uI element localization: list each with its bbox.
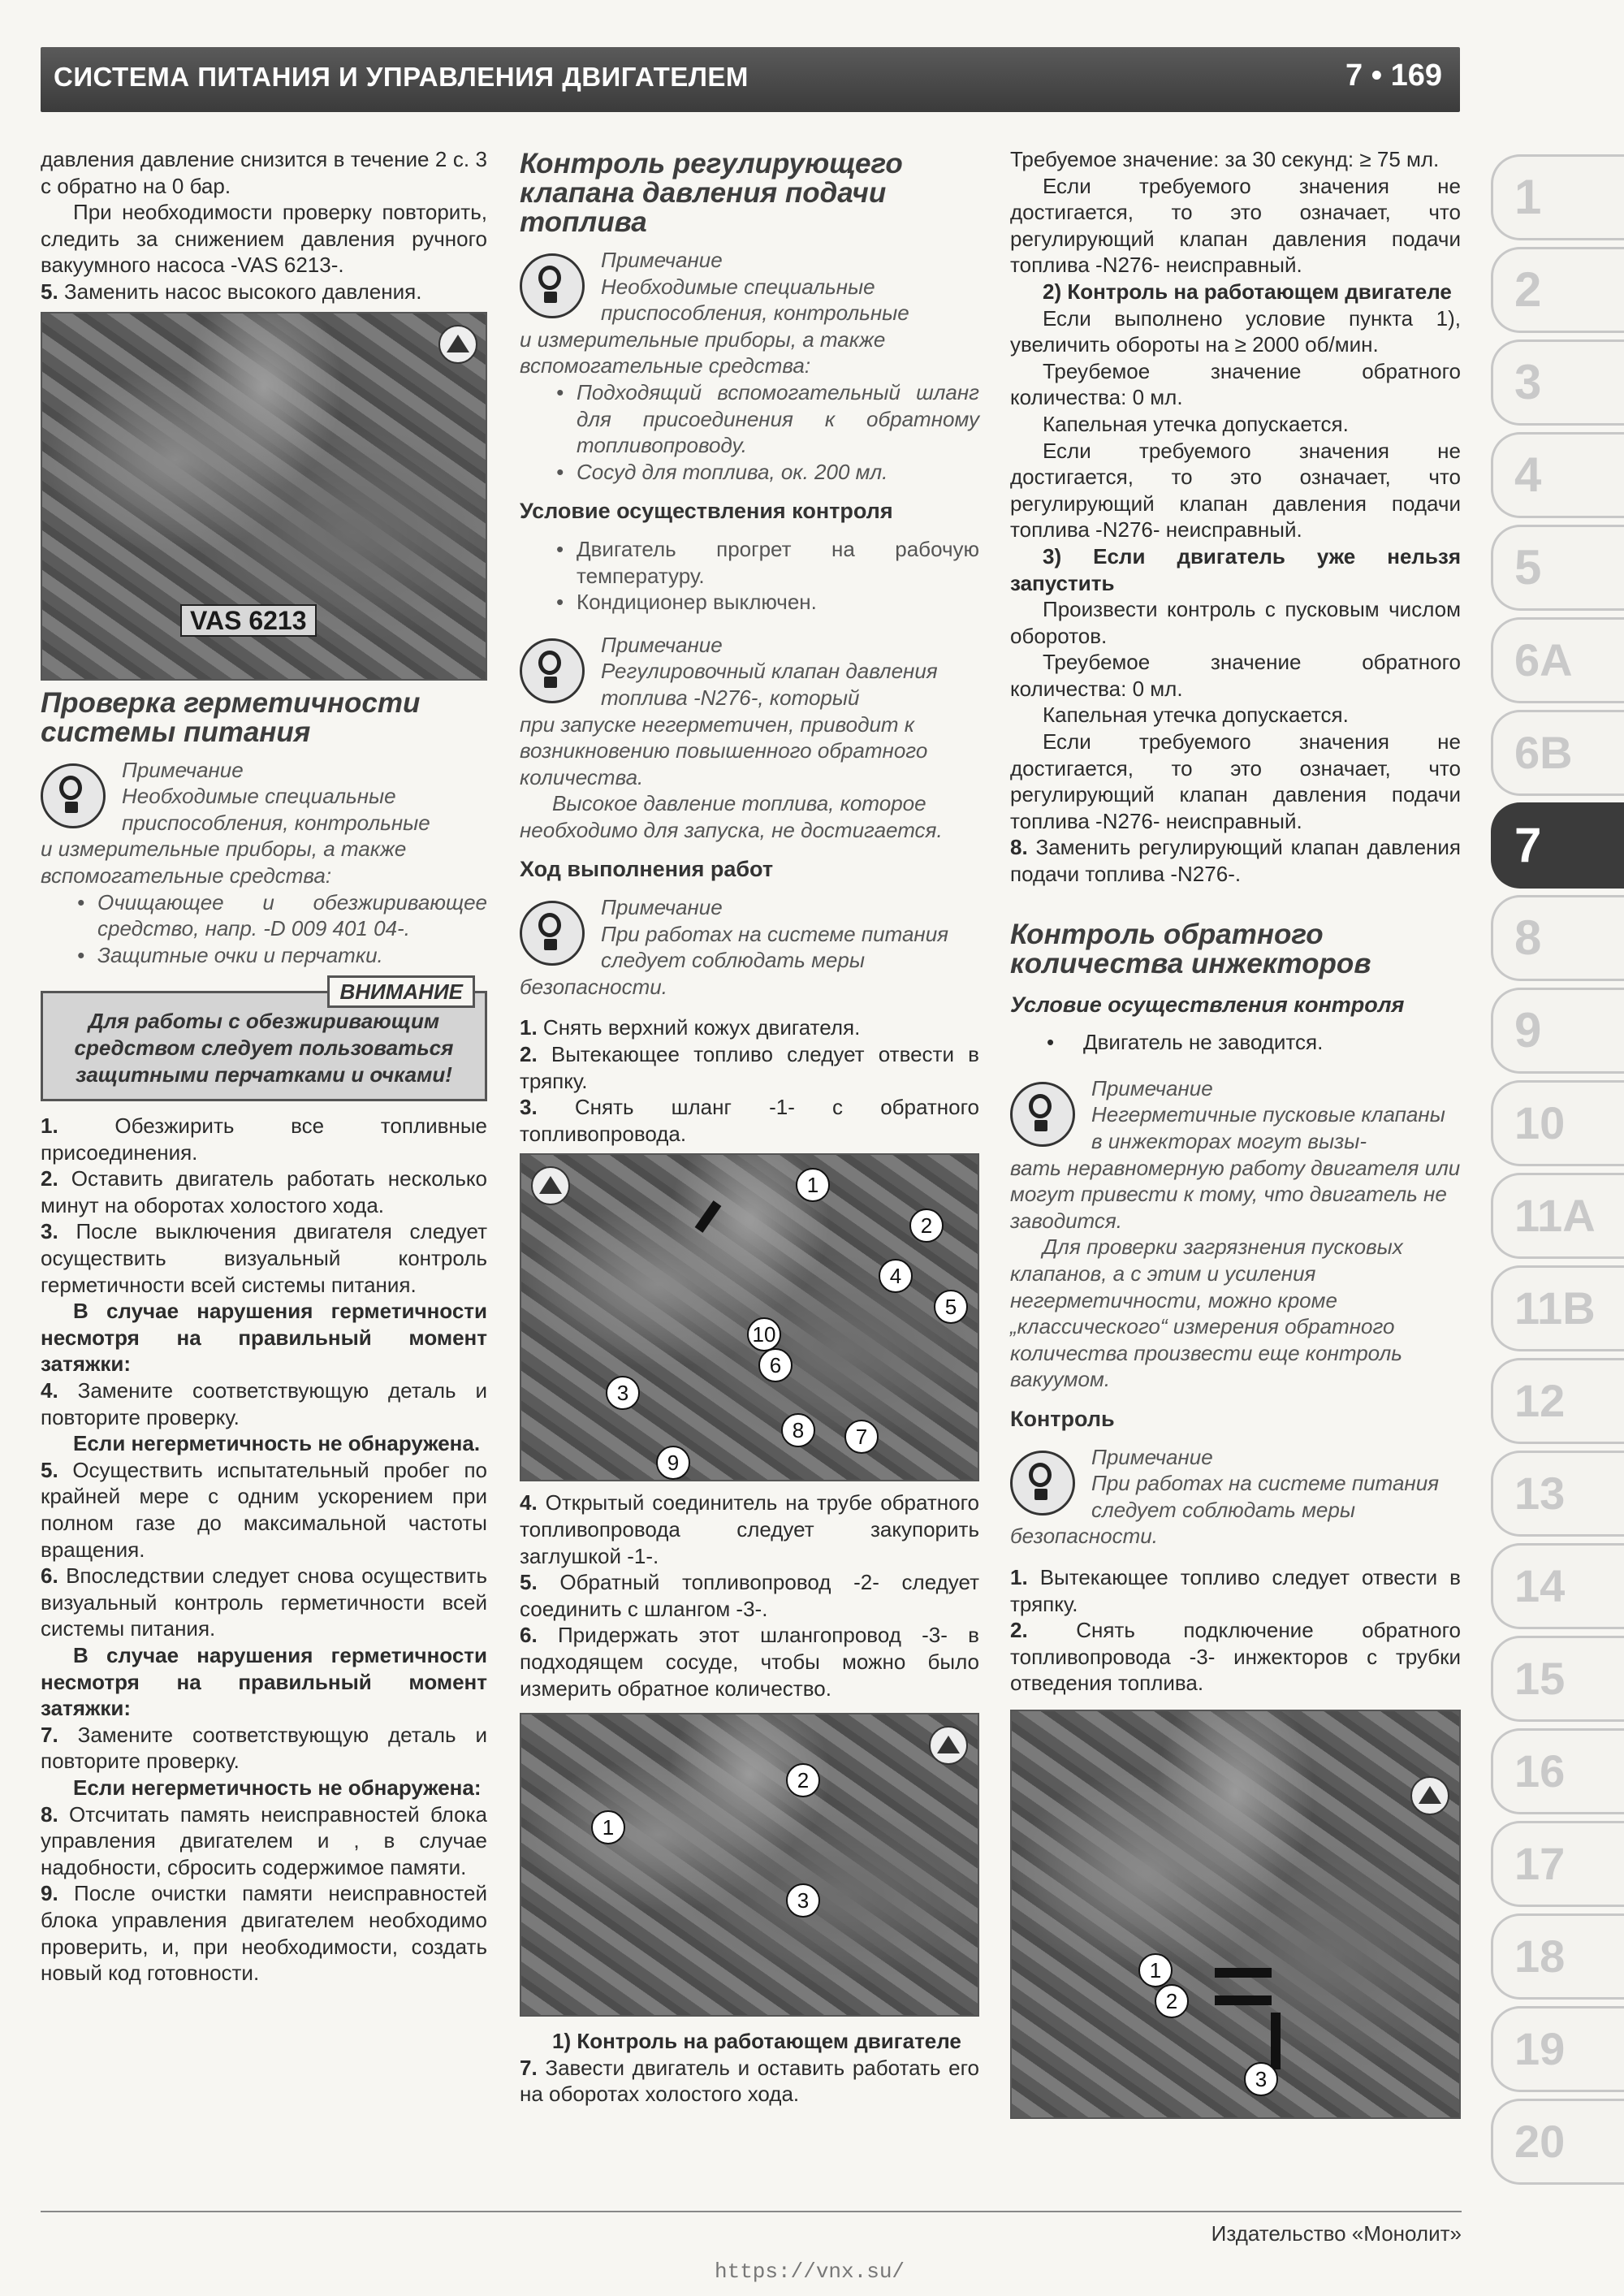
paragraph: Если требуемого значения не достигается, то это означает, что регулирующий клапан давления подачи топлива -N276- неисправный. xyxy=(1010,173,1461,278)
subheading: В случае нарушения герметичности несмотря на правильный момент затяжки: xyxy=(41,1642,487,1721)
paragraph: Капельная утечка допускается. xyxy=(1043,703,1349,728)
source-url: https://vnx.su/ xyxy=(715,2259,905,2284)
callout-callouts_c-1: 1 xyxy=(1138,1953,1173,1987)
callout-callouts_a-7: 7 xyxy=(844,1420,879,1454)
chapter-title: СИСТЕМА ПИТАНИЯ И УПРАВЛЕНИЯ ДВИГАТЕЛЕМ xyxy=(54,62,749,92)
step: 9. После очистки памяти неисправностей блока управления двигателем необходимо проверить, и, при необходимости, создать новый код готовности. xyxy=(41,1881,487,1986)
subsection-heading: Условие осуществления контроля xyxy=(1010,992,1405,1017)
paragraph: При необходимости проверку повторить, следить за снижением давления ручного вакуумного насоса -VAS 6213-. xyxy=(41,200,487,278)
vas-6213-photo xyxy=(41,312,487,681)
paragraph: Треубемое значение обратного количества: 0 мл. xyxy=(1010,358,1461,410)
lightbulb-icon xyxy=(1010,1451,1075,1516)
chapter-tab-7[interactable]: 7 xyxy=(1491,802,1624,889)
chapter-tab-15[interactable]: 15 xyxy=(1491,1636,1624,1722)
subsection-heading: Ход выполнения работ xyxy=(520,857,774,882)
subheading: 2) Контроль на работающем двигателе xyxy=(1043,279,1452,304)
publisher-name: Издательство «Монолит» xyxy=(1211,2221,1462,2246)
step: 8. Заменить регулирующий клапан давления подачи топлива -N276-. xyxy=(1010,835,1461,887)
chapter-tab-13[interactable]: 13 xyxy=(1491,1451,1624,1537)
paragraph: Требуемое значение: за 30 секунд: ≥ 75 мл. xyxy=(1010,147,1440,171)
note-block: Примечание При работах на системе питания следует соблюдать меры безопасности. xyxy=(520,895,949,999)
paragraph: давления давление снизится в течение 2 с. 3 с обратно на 0 бар. xyxy=(41,147,487,198)
step: 6. Придержать этот шлангопровод -3- в подходящем сосуде, чтобы можно было измерить обратное количество. xyxy=(520,1623,979,1701)
note-block: Примечание Необходимые специальные приспособления, контрольные и измерительные приборы, а также вспомогательные средства: • Очищающее и обезжиривающее средство, напр. -D 009 401 04-. • Защитные очки и перчатки. xyxy=(41,757,487,969)
callout-callouts_a-3: 3 xyxy=(606,1376,640,1410)
step: 4. Открытый соединитель на трубе обратного топливопровода следует закупорить заглушкой -1-. xyxy=(520,1490,979,1568)
publisher-logo-icon xyxy=(1410,1776,1449,1815)
callout-callouts_b-3: 3 xyxy=(786,1883,820,1918)
chapter-tab-11b[interactable]: 11B xyxy=(1491,1265,1624,1351)
step: 8. Отсчитать память неисправностей блока управления двигателем и , в случае надобности, сбросить содержимое памяти. xyxy=(41,1801,487,1879)
callout-callouts_a-4: 4 xyxy=(879,1259,913,1293)
page-number: 7 • 169 xyxy=(1345,58,1442,93)
lightbulb-icon xyxy=(520,253,585,318)
callout-callouts_c-2: 2 xyxy=(1155,1984,1189,2018)
step: 1. Снять верхний кожух двигателя. xyxy=(520,1015,861,1040)
callout-callouts_b-1: 1 xyxy=(591,1810,625,1844)
footer-divider xyxy=(41,2211,1462,2212)
step: 2. Вытекающее топливо следует отвести в тряпку. xyxy=(520,1042,979,1093)
subsection-heading: Контроль xyxy=(1010,1406,1115,1431)
step: 6. Впоследствии следует снова осуществить визуальный контроль герметичности всей системы питания. xyxy=(41,1563,487,1641)
step: 1. Вытекающее топливо следует отвести в тряпку. xyxy=(1010,1564,1461,1616)
paragraph: Капельная утечка допускается. xyxy=(1043,411,1349,436)
chapter-tab-4[interactable]: 4 xyxy=(1491,432,1624,518)
step: 5. Заменить насос высокого давления. xyxy=(41,279,422,304)
callout-callouts_a-1: 1 xyxy=(796,1168,830,1202)
subheading: В случае нарушения герметичности несмотря на правильный момент затяжки: xyxy=(41,1299,487,1377)
chapter-tab-12[interactable]: 12 xyxy=(1491,1358,1624,1444)
warning-title: ВНИМАНИЕ xyxy=(327,975,475,1008)
engine-photo-plug-hose xyxy=(520,1713,979,2017)
paragraph: Произвести контроль с пусковым числом оборотов. xyxy=(1010,597,1461,648)
callout-callouts_a-2: 2 xyxy=(909,1209,944,1243)
step: 4. Замените соответствующую деталь и повторите проверку. xyxy=(41,1378,487,1429)
section-heading: Контроль обратного количества инжекторов xyxy=(1010,918,1371,979)
chapter-tab-11a[interactable]: 11A xyxy=(1491,1173,1624,1259)
note-block: Примечание Регулировочный клапан давления топлива -N276-, который при запуске негерметичен, приводит к возникновению повышенного обратного количества. Высокое давление топлива, которое необходимо для запуска, не достигается. xyxy=(520,632,943,842)
callout-callouts_a-9: 9 xyxy=(656,1446,690,1480)
chapter-tab-14[interactable]: 14 xyxy=(1491,1543,1624,1629)
publisher-logo-icon xyxy=(929,1726,968,1765)
chapter-tab-10[interactable]: 10 xyxy=(1491,1080,1624,1166)
arrow-icon xyxy=(695,1201,722,1234)
subheading: 1) Контроль на работающем двигателе xyxy=(552,2029,961,2054)
callout-callouts_a-6: 6 xyxy=(758,1348,793,1382)
chapter-tab-2[interactable]: 2 xyxy=(1491,247,1624,333)
chapter-tab-9[interactable]: 9 xyxy=(1491,988,1624,1074)
chapter-tab-6b[interactable]: 6B xyxy=(1491,710,1624,796)
lightbulb-icon xyxy=(1010,1082,1075,1147)
step: 3. Снять шланг -1- с обратного топливопровода. xyxy=(520,1095,979,1146)
list-item: • Кондиционер выключен. xyxy=(520,589,979,616)
subheading: 3) Если двигатель уже нельзя запустить xyxy=(1010,543,1461,595)
callout-callouts_b-2: 2 xyxy=(786,1763,820,1797)
step: 7. Завести двигатель и оставить работать его на оборотах холостого хода. xyxy=(520,2055,979,2107)
step: 5. Осуществить испытательный пробег по крайней мере с одним ускорением при полном газе до максимальной частоты вращения. xyxy=(41,1457,487,1562)
chapter-tab-5[interactable]: 5 xyxy=(1491,525,1624,611)
lightbulb-icon xyxy=(41,763,106,828)
note-block: Примечание Негерметичные пусковые клапаны в инжекторах могут вызы- вать неравномерную работу двигателя или могут привести к тому, что двигатель не заводится. Для проверки загрязнения пусковых клапанов, а с этим и усиления негерметичности, можно кроме „классического“ измерения обратного количества произвести еще контроль вакуумом. xyxy=(1010,1075,1461,1392)
paragraph: Если требуемого значения не достигается, то это означает, что регулирующий клапан давления подачи топлива -N276- неисправный. xyxy=(1010,729,1461,833)
chapter-tab-3[interactable]: 3 xyxy=(1491,339,1624,426)
subheading: Если негерметичность не обнаружена. xyxy=(73,1431,481,1456)
arrow-icon xyxy=(1215,1968,1272,1978)
callout-callouts_a-10: 10 xyxy=(747,1317,781,1351)
page-header xyxy=(41,47,1460,112)
paragraph: Треубемое значение обратного количества: 0 мл. xyxy=(1010,650,1461,701)
engine-photo-injector-return xyxy=(1010,1710,1461,2119)
step: 2. Снять подключение обратного топливопровода -3- инжекторов с трубки отведения топлива. xyxy=(1010,1618,1461,1696)
callout-callouts_a-8: 8 xyxy=(781,1413,815,1447)
warning-box: ВНИМАНИЕ Для работы с обезжиривающим средством следует пользоваться защитными перчатками и очками! xyxy=(41,991,487,1101)
arrow-icon xyxy=(1215,1995,1272,2005)
lightbulb-icon xyxy=(520,638,585,703)
step: 1. Обезжирить все топливные присоединения. xyxy=(41,1113,487,1165)
section-heading: Контроль регулирующего клапана давления подачи топлива xyxy=(520,148,903,238)
column-left xyxy=(41,146,487,1987)
list-item: • Двигатель не заводится. xyxy=(1010,1029,1461,1056)
chapter-tab-18[interactable]: 18 xyxy=(1491,1913,1624,2000)
publisher-logo-icon xyxy=(438,325,477,364)
chapter-tab-17[interactable]: 17 xyxy=(1491,1821,1624,1907)
callout-callouts_a-5: 5 xyxy=(934,1290,968,1324)
list-item: • Двигатель прогрет на рабочую температуру. xyxy=(520,536,979,589)
lightbulb-icon xyxy=(520,901,585,966)
paragraph: Если требуемого значения не достигается, то это означает, что регулирующий клапан давления подачи топлива -N276- неисправный. xyxy=(1010,438,1461,543)
chapter-tab-16[interactable]: 16 xyxy=(1491,1728,1624,1814)
column-right xyxy=(1010,146,1461,2127)
photo-label: VAS 6213 xyxy=(180,604,317,638)
note-block: Примечание Необходимые специальные приспособления, контрольные и измерительные приборы, а также вспомогательные средства: • Подходящий вспомогательный шланг для присоединения к обратному топливопроводу. • Сосуд для топлива, ок. 200 мл. xyxy=(520,247,979,485)
step: 7. Замените соответствующую деталь и повторите проверку. xyxy=(41,1722,487,1774)
column-middle xyxy=(520,146,979,2108)
chapter-tab-1[interactable]: 1 xyxy=(1491,154,1624,240)
step: 3. После выключения двигателя следует осуществить визуальный контроль герметичности всей системы питания. xyxy=(41,1219,487,1297)
arrow-icon xyxy=(1271,2013,1281,2069)
publisher-logo-icon xyxy=(531,1166,570,1205)
note-block: Примечание При работах на системе питания следует соблюдать меры безопасности. xyxy=(1010,1444,1440,1549)
subsection-heading: Условие осуществления контроля xyxy=(520,499,893,524)
chapter-tab-8[interactable]: 8 xyxy=(1491,895,1624,981)
paragraph: Если выполнено условие пункта 1), увеличить обороты на ≥ 2000 об/мин. xyxy=(1010,305,1461,357)
chapter-tab-20[interactable]: 20 xyxy=(1491,2099,1624,2185)
chapter-tab-6a[interactable]: 6A xyxy=(1491,617,1624,703)
section-heading: Проверка герметичности системы питания xyxy=(41,686,421,748)
step: 5. Обратный топливопровод -2- следует соединить с шлангом -3-. xyxy=(520,1570,979,1621)
step: 2. Оставить двигатель работать несколько минут на оборотах холостого хода. xyxy=(41,1166,487,1217)
chapter-tab-19[interactable]: 19 xyxy=(1491,2006,1624,2092)
engine-photo-return-line xyxy=(520,1153,979,1481)
subheading: Если негерметичность не обнаружена: xyxy=(73,1775,482,1800)
callout-callouts_c-3: 3 xyxy=(1244,2062,1278,2096)
